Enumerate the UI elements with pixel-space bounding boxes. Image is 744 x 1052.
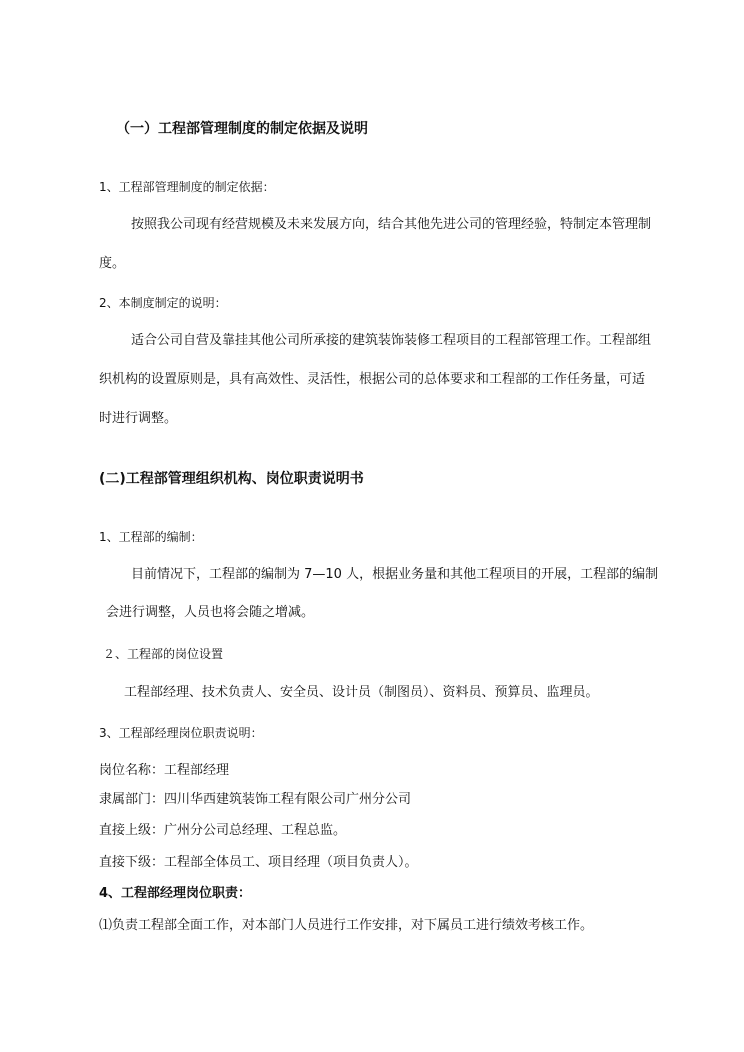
direct-subordinate: 直接下级：工程部全体员工、项目经理（项目负责人）。 [99, 855, 418, 870]
department: 隶属部门：四川华西建筑装饰工程有限公司广州分公司 [99, 792, 412, 807]
section2-heading: (二)工程部管理组织机构、岗位职责说明书 [99, 471, 364, 487]
section1-item1-title: 1、工程部管理制度的制定依据： [99, 180, 275, 194]
section1-item1-paragraph-line1: 按照我公司现有经营规模及未来发展方向，结合其他先进公司的管理经验，特制定本管理制 [131, 217, 652, 232]
section2-item2-title: ２、工程部的岗位设置 [103, 647, 224, 661]
duty-1: ⑴负责工程部全面工作，对本部门人员进行工作安排，对下属员工进行绩效考核工作。 [99, 918, 594, 933]
section2-item2-text: 工程部经理、技术负责人、安全员、设计员（制图员）、资料员、预算员、监理员。 [124, 685, 599, 700]
section1-item2-title: 2、本制度制定的说明： [99, 296, 227, 310]
section2-item1-paragraph-line1: 目前情况下，工程部的编制为 7—10 人，根据业务量和其他工程项目的开展，工程部的编制 [131, 567, 659, 582]
section1-heading: （一）工程部管理制度的制定依据及说明 [116, 121, 368, 137]
position-name: 岗位名称：工程部经理 [99, 763, 230, 778]
section1-item1-paragraph-line2: 度。 [99, 256, 126, 271]
section2-item1-title: 1、工程部的编制： [99, 530, 203, 544]
section1-item2-paragraph-line1: 适合公司自营及靠挂其他公司所承接的建筑装饰装修工程项目的工程部管理工作。工程部组 [131, 333, 652, 348]
section2-item4-title: 4、工程部经理岗位职责： [99, 886, 252, 901]
section1-item2-paragraph-line3: 时进行调整。 [99, 411, 178, 426]
direct-superior: 直接上级：广州分公司总经理、工程总监。 [99, 823, 347, 838]
section2-item3-title: 3、工程部经理岗位职责说明： [99, 726, 263, 740]
section1-item2-paragraph-line2: 织机构的设置原则是，具有高效性、灵活性，根据公司的总体要求和工程部的工作任务量，可适 [99, 372, 646, 387]
section2-item1-paragraph-line2: 会进行调整，人员也将会随之增减。 [106, 605, 315, 620]
